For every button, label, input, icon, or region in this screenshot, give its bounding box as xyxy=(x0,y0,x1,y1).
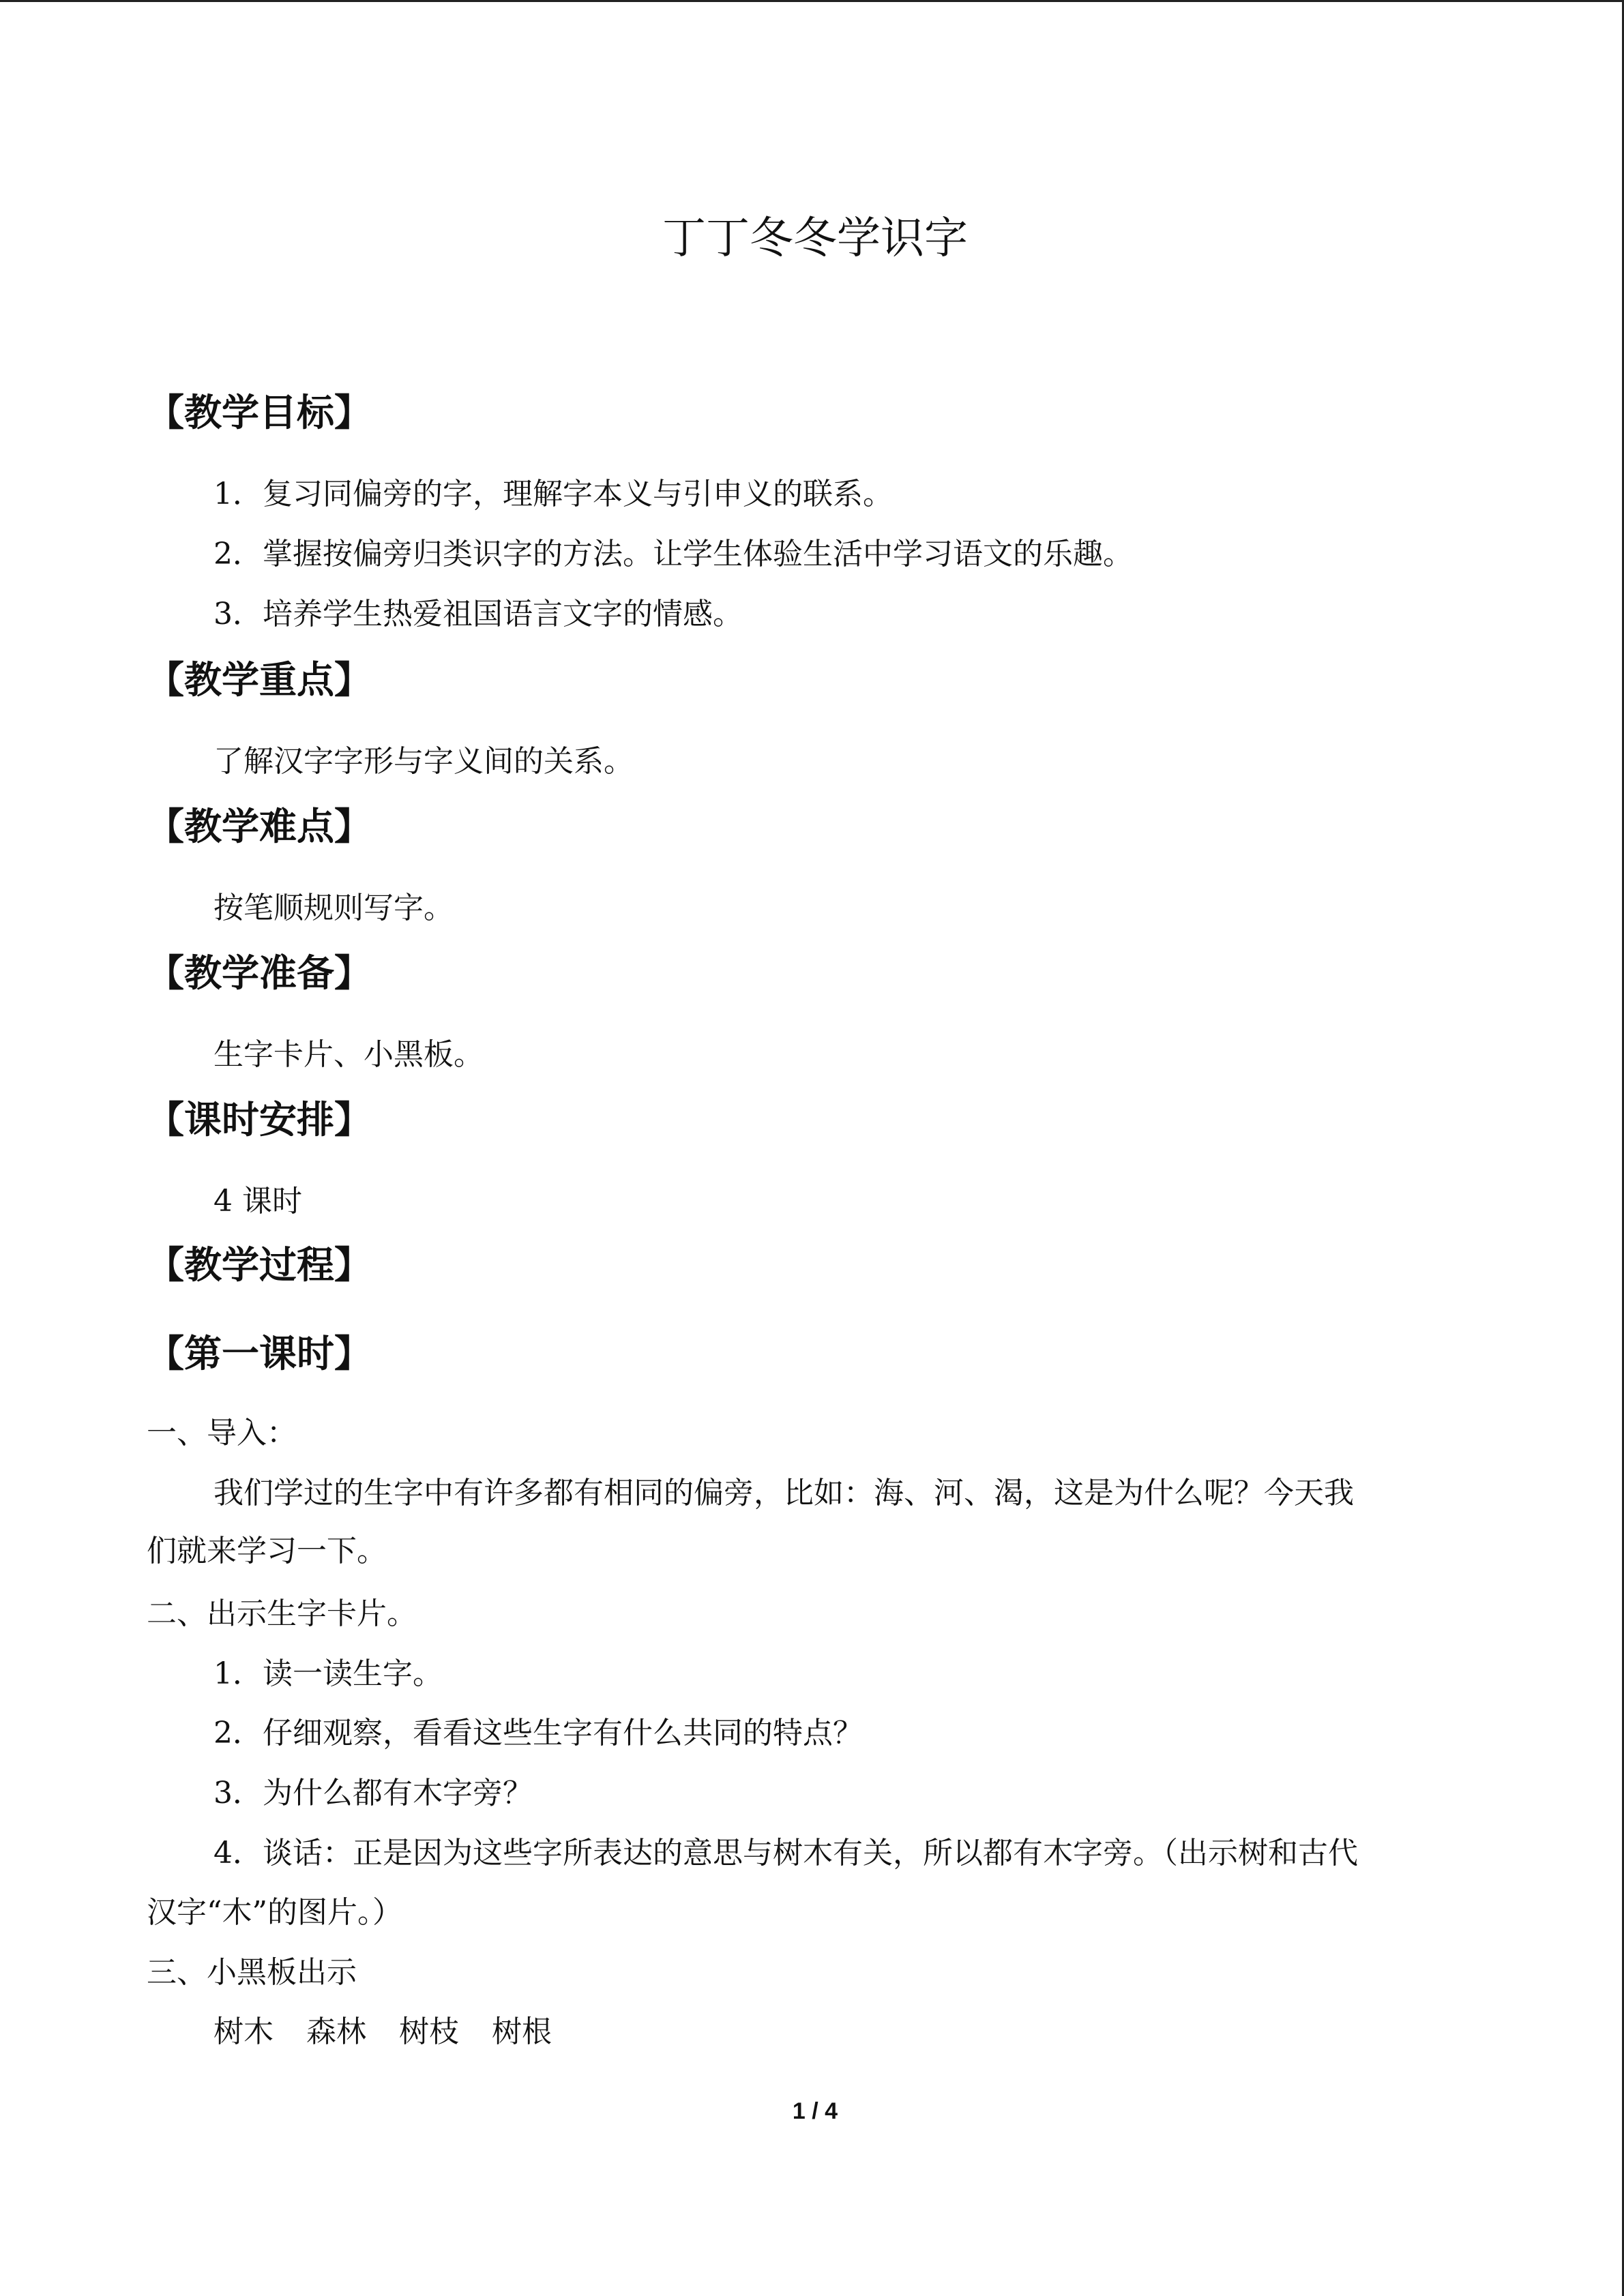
objective-item-1: 1．复习同偏旁的字，理解字本义与引申义的联系。 xyxy=(213,477,893,511)
step-1-label: 一、导入： xyxy=(147,1416,297,1450)
step-2-item-3: 3．为什么都有木字旁？ xyxy=(213,1776,533,1810)
heading-lesson-1: 【第一课时】 xyxy=(147,1332,372,1375)
document-page xyxy=(147,0,1483,2296)
objective-item-2: 2．掌握按偏旁归类识字的方法。让学生体验生活中学习语文的乐趣。 xyxy=(213,537,1133,571)
preparation-text: 生字卡片、小黑板。 xyxy=(213,1037,484,1072)
step-3-word-list xyxy=(213,2012,585,2053)
heading-preparation: 【教学准备】 xyxy=(147,951,372,995)
step-3-label: 三、小黑板出示 xyxy=(147,1955,357,1990)
step-2-item-4-line-2: 汉字“木”的图片。） xyxy=(147,1895,402,1930)
step-2-item-4-line-1: 4．谈话：正是因为这些字所表达的意思与树木有关，所以都有木字旁。（出示树和古代 xyxy=(213,1836,1358,1870)
heading-schedule: 【课时安排】 xyxy=(147,1098,372,1142)
page-indicator: 1 / 4 xyxy=(792,2098,838,2124)
step-2-label: 二、出示生字卡片。 xyxy=(147,1596,417,1631)
objective-item-3: 3．培养学生热爱祖国语言文字的情感。 xyxy=(213,597,743,631)
word-item: 树根 xyxy=(492,2014,552,2049)
heading-key-points: 【教学重点】 xyxy=(147,658,372,702)
key-points-text: 了解汉字字形与字义间的关系。 xyxy=(213,744,634,779)
step-1-paragraph-line-2: 们就来学习一下。 xyxy=(147,1534,387,1568)
heading-process: 【教学过程】 xyxy=(147,1243,372,1287)
schedule-text: 4 课时 xyxy=(213,1184,302,1219)
heading-difficulties: 【教学难点】 xyxy=(147,805,372,848)
word-item: 森林 xyxy=(306,2014,366,2049)
word-item: 树木 xyxy=(213,2014,274,2049)
step-1-paragraph-line-1: 我们学过的生字中有许多都有相同的偏旁，比如：海、河、渴，这是为什么呢？今天我 xyxy=(213,1476,1354,1510)
step-2-item-2: 2．仔细观察，看看这些生字有什么共同的特点？ xyxy=(213,1716,863,1750)
heading-objectives: 【教学目标】 xyxy=(147,391,372,434)
difficulties-text: 按笔顺规则写字。 xyxy=(213,891,454,925)
word-item: 树枝 xyxy=(399,2014,459,2049)
document-title: 丁丁冬冬学识字 xyxy=(662,213,968,264)
step-2-item-1: 1．读一读生字。 xyxy=(213,1656,443,1691)
